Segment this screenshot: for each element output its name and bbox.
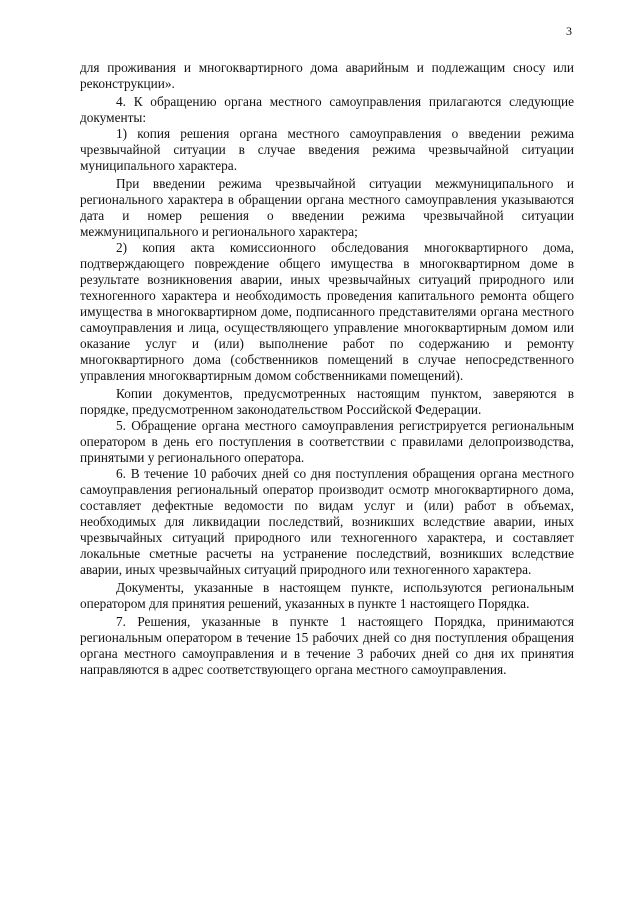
paragraph-subitem-2: 2) копия акта комиссионного обследования многоквартирного дома, подтверждающего повреждение общего имущества в многоквартирном доме в результате возникновения аварии, иных чрезвычайных ситуаций природного или техногенного характера и необходимость проведения капитального ремонта общего имущества в многоквартирном доме, подписанного представителями органа местного самоуправления и лица, осуществляющего управление многоквартирным домом или оказание услуг и (или) выполнение работ по содержанию и ремонту многоквартирного дома (собственников помещений в случае непосредственного управления многоквартирным домом собственниками помещений). bbox=[80, 240, 574, 383]
paragraph-subitem-1: 1) копия решения органа местного самоуправления о введении режима чрезвычайной ситуации в случае введения режима чрезвычайной ситуации муниципального характера. bbox=[80, 126, 574, 173]
paragraph-item-6: 6. В течение 10 рабочих дней со дня поступления обращения органа местного самоуправления региональный оператор производит осмотр многоквартирного дома, составляет дефектные ведомости по видам услуг и (или) работ в объемах, необходимых для ликвидации последствий, возникших вследствие аварии, иных чрезвычайных ситуаций природного или техногенного характера, и составляет локальные сметные расчеты на устранение последствий, возникших вследствие аварии, иных чрезвычайных ситуаций природного или техногенного характера. bbox=[80, 466, 574, 577]
paragraph-item-4: 4. К обращению органа местного самоуправления прилагаются следующие документы: bbox=[80, 94, 574, 125]
paragraph-continuation: для проживания и многоквартирного дома аварийным и подлежащим сносу или реконструкции». bbox=[80, 60, 574, 91]
page-number: 3 bbox=[566, 24, 572, 38]
paragraph-documents-usage: Документы, указанные в настоящем пункте, используются региональным оператором для принятия решений, указанных в пункте 1 настоящего Порядка. bbox=[80, 580, 574, 611]
paragraph-item-5: 5. Обращение органа местного самоуправления регистрируется региональным оператором в день его поступления в соответствии с правилами делопроизводства, принятыми у регионального оператора. bbox=[80, 418, 574, 465]
paragraph-item-7: 7. Решения, указанные в пункте 1 настоящего Порядка, принимаются региональным оператором в течение 15 рабочих дней со дня поступления обращения органа местного самоуправления и в течение 3 рабочих дней со дня их принятия направляются в адрес соответствующего органа местного самоуправления. bbox=[80, 614, 574, 677]
paragraph-copies-certification: Копии документов, предусмотренных настоящим пунктом, заверяются в порядке, предусмотренном законодательством Российской Федерации. bbox=[80, 386, 574, 417]
document-body bbox=[80, 60, 574, 678]
paragraph-interregional-note: При введении режима чрезвычайной ситуации межмуниципального и регионального характера в обращении органа местного самоуправления указываются дата и номер решения о введении режима чрезвычайной ситуации межмуниципального и регионального характера; bbox=[80, 176, 574, 239]
